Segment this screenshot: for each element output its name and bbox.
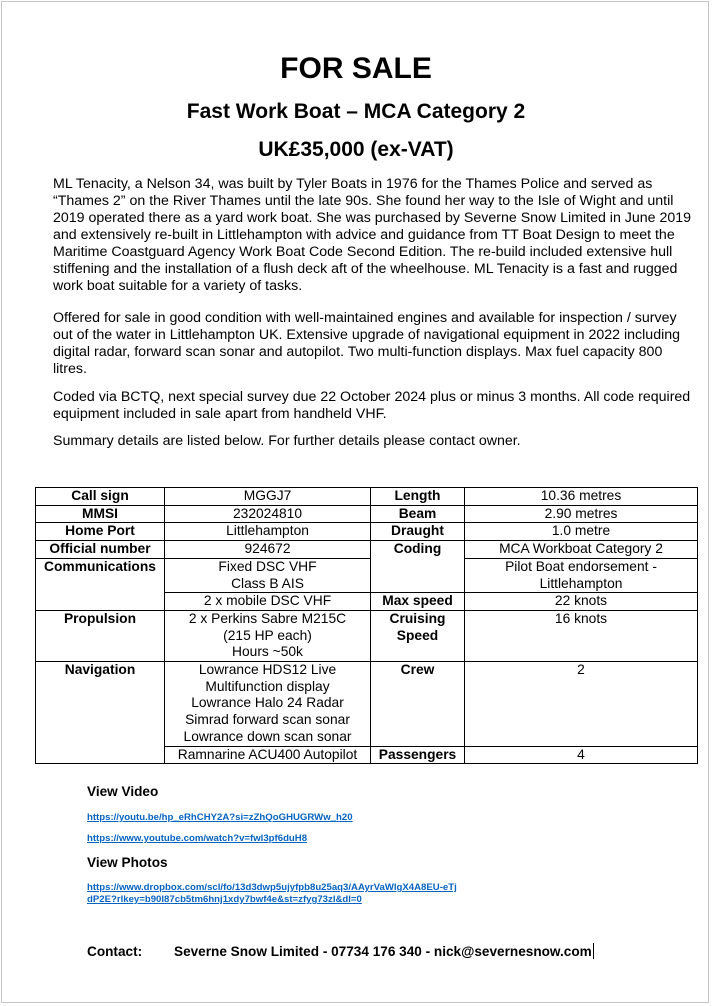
mmsi-value: 232024810	[165, 505, 371, 523]
navigation-line: Simrad forward scan sonar	[185, 712, 350, 728]
navigation-line: Lowrance HDS12 Live	[198, 662, 337, 678]
navigation-label: Navigation	[36, 662, 165, 764]
table-row	[36, 610, 698, 661]
coding-label: Coding	[371, 541, 465, 593]
beam-value: 2.90 metres	[465, 505, 698, 523]
coding-paragraph: Coded via BCTQ, next special survey due 22 October 2024 plus or minus 3 months. All code required equipment included in sale apart from handheld VHF.	[53, 389, 691, 422]
pilot-endorsement-value	[465, 558, 698, 592]
contact-details[interactable]: Severne Snow Limited - 07734 176 340 - nick@severnesnow.com	[174, 944, 592, 959]
mmsi-label: MMSI	[36, 505, 165, 523]
crew-label: Crew	[371, 662, 465, 747]
navigation-line: Lowrance down scan sonar	[183, 728, 352, 744]
draught-label: Draught	[371, 523, 465, 541]
max-speed-label: Max speed	[371, 593, 465, 611]
navigation-line: Multifunction display	[205, 678, 330, 694]
home-port-value: Littlehampton	[165, 523, 371, 541]
description-paragraph: ML Tenacity, a Nelson 34, was built by Tyler Boats in 1976 for the Thames Police and served as “Thames 2” on the River Thames until the late 90s. She found her way to the Isle of Wight and until 2019 operated there as a yard work boat. She was purchased by Severne Snow Limited in June 2019 and extensively re-built in Littlehampton with advice and guidance from TT Boat Design to meet the Maritime Coastguard Agency Work Boat Code Second Edition. The re-build included extensive hull stiffening and the installation of a flush deck aft of the wheelhouse. ML Tenacity is a fast and rugged work boat suitable for a variety of tasks.	[53, 176, 692, 294]
contact-line	[87, 943, 594, 959]
length-value: 10.36 metres	[465, 488, 698, 506]
passengers-value: 4	[465, 746, 698, 764]
endorsement-line: Pilot Boat endorsement -	[505, 558, 657, 574]
propulsion-line: Hours ~50k	[232, 644, 303, 660]
length-label: Length	[371, 488, 465, 506]
cruising-speed-label	[371, 610, 465, 661]
table-row	[36, 488, 698, 506]
propulsion-line: 2 x Perkins Sabre M215C	[188, 610, 347, 626]
view-video-heading: View Video	[87, 784, 159, 799]
passengers-label: Passengers	[371, 746, 465, 764]
endorsement-line: Littlehampton	[539, 575, 623, 591]
coding-value: MCA Workboat Category 2	[465, 541, 698, 559]
draught-value: 1.0 metre	[465, 523, 698, 541]
official-number-value: 924672	[165, 541, 371, 559]
table-row	[36, 505, 698, 523]
cruising-speed-label-line: Speed	[396, 627, 439, 643]
navigation-value	[165, 662, 371, 747]
communications-value	[165, 558, 371, 592]
condition-paragraph: Offered for sale in good condition with well-maintained engines and available for inspection / survey out of the water in Littlehampton UK. Extensive upgrade of navigational equipment in 2022 including digital radar, forward scan sonar and autopilot. Two multi-function displays. Max fuel capacity 800 litres.	[53, 310, 681, 377]
specifications-table	[35, 487, 698, 764]
propulsion-label: Propulsion	[36, 610, 165, 661]
communications-label: Communications	[36, 558, 165, 610]
propulsion-line: (215 HP each)	[223, 627, 312, 643]
call-sign-value: MGGJ7	[165, 488, 371, 506]
cruising-speed-value: 16 knots	[465, 610, 698, 661]
table-row	[36, 662, 698, 747]
cruising-speed-label-line: Cruising	[389, 610, 446, 626]
text-cursor	[593, 943, 594, 959]
communications-line: Fixed DSC VHF	[218, 558, 317, 574]
price: UK£35,000 (ex-VAT)	[258, 138, 454, 161]
crew-value: 2	[465, 662, 698, 747]
mobile-vhf-value: 2 x mobile DSC VHF	[165, 593, 371, 611]
call-sign-label: Call sign	[36, 488, 165, 506]
communications-line: Class B AIS	[231, 575, 304, 591]
youtube-watch-link[interactable]: https://www.youtube.com/watch?v=fwl3pf6duH8	[87, 833, 308, 844]
view-photos-heading: View Photos	[87, 855, 168, 870]
table-row	[36, 541, 698, 559]
table-row	[36, 523, 698, 541]
official-number-label: Official number	[36, 541, 165, 559]
summary-paragraph: Summary details are listed below. For further details please contact owner.	[53, 433, 521, 449]
navigation-line: Lowrance Halo 24 Radar	[191, 695, 344, 711]
contact-label: Contact:	[87, 944, 143, 959]
dropbox-photos-link[interactable]: https://www.dropbox.com/scl/fo/13d3dwp5ujyfpb8u25aq3/AAyrVaWlgX4A8EU-eTjdP2E?rlkey=b90l87cb5tm6hnj1xdy7bwf4e&st=zfyg73zl&dl=0	[87, 882, 457, 905]
autopilot-value: Ramnarine ACU400 Autopilot	[165, 746, 371, 764]
max-speed-value: 22 knots	[465, 593, 698, 611]
page-title: FOR SALE	[280, 52, 432, 85]
beam-label: Beam	[371, 505, 465, 523]
propulsion-value	[165, 610, 371, 661]
page-subtitle: Fast Work Boat – MCA Category 2	[186, 100, 526, 123]
youtube-short-link[interactable]: https://youtu.be/hp_eRhCHY2A?si=zZhQoGHUGRWw_h20	[87, 812, 353, 823]
home-port-label: Home Port	[36, 523, 165, 541]
